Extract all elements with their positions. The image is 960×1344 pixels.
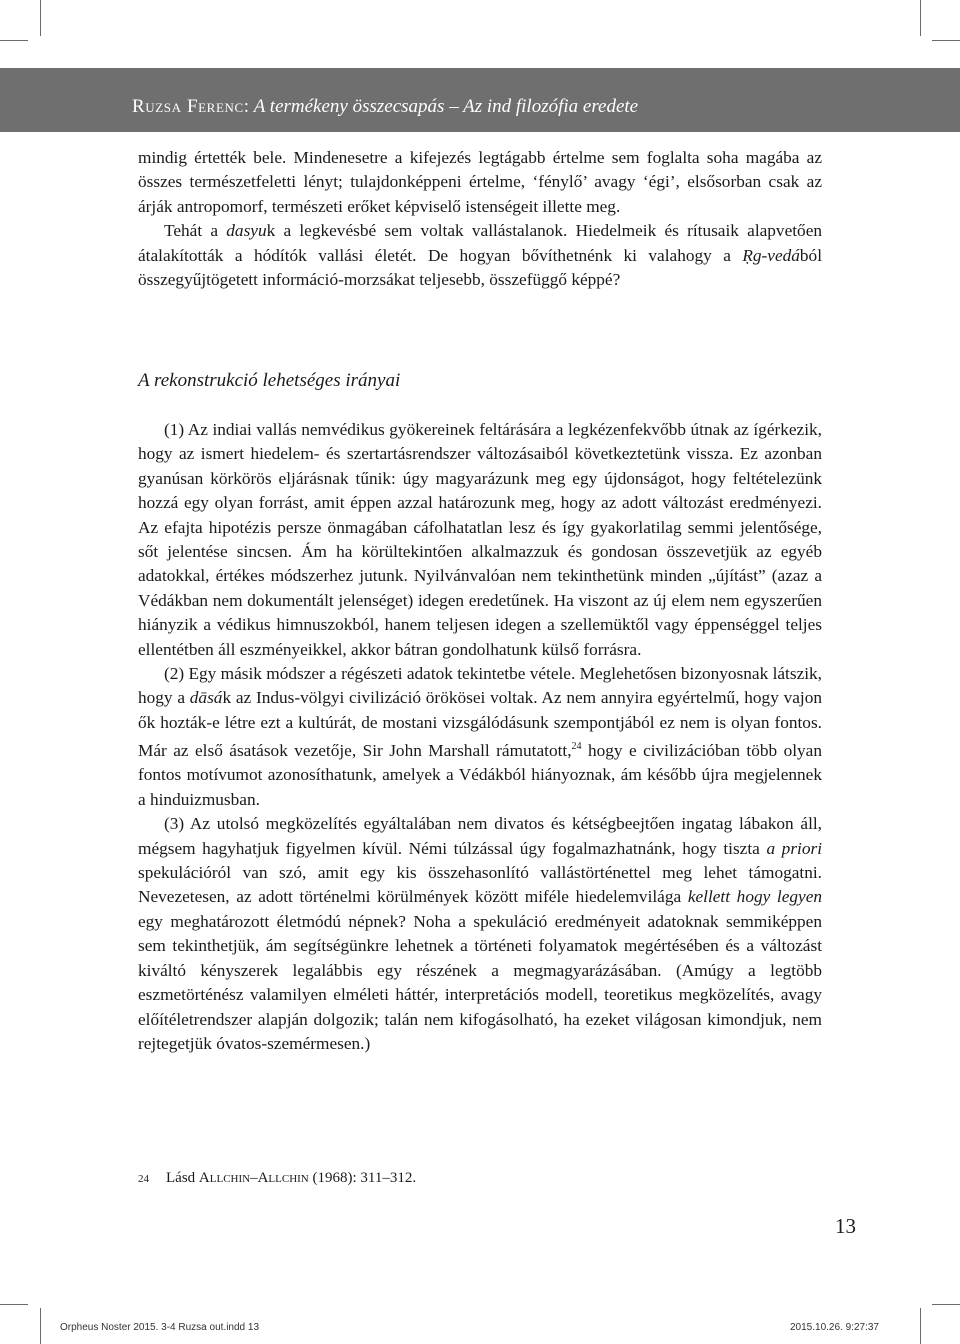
term-kellett-hogy-legyen: kellett hogy legyen [687,887,823,907]
text-run: spekulációról van szó, amit egy kis összehasonlító vallástörténettel meg lehet támogatni. Nevezetesen, az adott történelmi körülmények között miféle hiedelemvilága [138,863,822,907]
crop-mark [920,1308,921,1344]
term-a-priori: a priori [766,838,823,858]
body-text [138,418,822,1056]
text-run: Tehát a [164,221,227,241]
running-head-separator: : [243,96,254,117]
text-run: hogy e civilizációban több olyan fontos motívumot azonosíthatunk, amelyek a Védákból hiányoznak, ám később újra megjelennek a hinduizmusban. [138,741,822,809]
crop-mark [0,1304,28,1305]
running-head-author: Ruzsa Ferenc [132,96,244,117]
text-run: ból összegyűjtögetett információ-morzsákat teljesebb, összefüggő képpé? [138,245,822,290]
page-number: 13 [835,1214,856,1238]
body-paragraph-3 [138,812,822,1056]
text-run: (3) Az utolsó megközelítés egyáltalában nem divatos és kétségbeejtően ingatag lábakon áll, mégsem hagyhatjuk figyelmen kívül. Némi túlzással úgy fogalmazhatnánk, hogy tiszta [138,814,822,858]
text-run: egy meghatározott életmódú népnek? Noha a spekuláció eredményeit adatoknak semmiképpen sem tekinthetjük, ám segítségünkre lehetnek a történeti folyamatok megértésében és a változást kiváltó kényszerek legalábbis egy részének a megmagyarázásában. (Amúgy a legtöbb eszmetörténész valamilyen elméleti háttér, interpretációs modell, teoretikus megközelítés, avagy előítéletrendszer alapján dolgozik; talán nem kifogásolható, ha ezeket világosan kimondjuk, nem rejtegetjük óvatos-szemérmesen.) [138,911,822,1053]
crop-mark [0,40,28,41]
crop-mark [40,0,41,36]
body-paragraph-2 [138,662,822,812]
crop-mark [932,40,960,41]
section-title: A rekonstrukció lehetséges irányai [138,370,401,391]
footnote-rest: (1968): 311–312. [308,1170,417,1186]
text-run: k a legkevésbé sem voltak vallástalanok. Hiedelmeik és rítusaik alapvetően átalakították a hódítók vallási életét. De hogyan bővíthetnénk ki valahogy a [138,221,823,265]
intro-text [138,146,822,292]
term-dasa: dāsá [189,688,223,708]
footnote-lead: Lásd [166,1170,199,1186]
footnote-authors: Allchin–Allchin [198,1170,309,1186]
crop-mark [920,0,921,36]
footnote-ref[interactable]: 24 [571,741,582,753]
body-paragraph-1: (1) Az indiai vallás nemvédikus gyökereinek feltárására a legkézenfekvőbb útnak az ígérkezik, hogy az ismert hiedelem- és szertartásrendszer változásaiból következtetünk vissza. Ez azonban gyanúsan körkörös eljárásnak tűnik: úgy magyarázunk meg egy újdonságot, hogy feltételezünk hozzá egy olyan forrást, amit éppen azzal határozunk meg, hogy az adott változást eredményezi. Az efajta hipotézis persze önmagában cáfolhatatlan lesz és így gyakorlatilag semmi jelentősége, sőt jelentése sincsen. Ám ha körültekintően alkalmazzuk és gondosan összevetjük az egyéb adatokkal, értékes módszerhez jutunk. Nyilvánvalóan nem tekinthetünk minden „újítást” (azaz a Védákban nem dokumentált jelenséget) idegen eredetűnek. Ha viszont az új elem nem egyszerűen hiányzik a védikus himnuszokból, hanem teljesen idegen a szellemüktől vagy éppenséggel teljes ellentétben áll eszményeikkel, akkor bátran gondolhatunk külső forrásra. [138,420,822,659]
running-head-title: A termékeny összecsapás – Az ind filozófia eredete [253,96,639,117]
term-dasyu: dasyu [226,221,267,241]
crop-mark [40,1308,41,1344]
text-run: (2) Egy másik módszer a régészeti adatok tekintetbe vétele. Meglehetősen bizonyosnak látszik, hogy a [138,664,822,708]
footnote-number: 24 [138,1173,149,1185]
intro-paragraph-2 [138,219,822,292]
crop-mark [932,1304,960,1305]
text-run: k az Indus-völgyi civilizáció örökösei voltak. Az nem annyira egyértelmű, hogy vajon ők hozták-e létre ezt a kultúrát, de mostani vizsgálódásunk szempontjából ez nem is olyan fontos. Már az első ásatások vezetője, Sir John Marshall rámutatott, [138,688,822,761]
term-rg-veda: Ṛg-vedá [742,245,800,265]
slug-file: Orpheus Noster 2015. 3-4 Ruzsa out.indd 13 [60,1322,260,1333]
running-head [132,96,638,118]
intro-paragraph-1: mindig értették bele. Mindenesetre a kifejezés legtágabb értelme sem foglalta soha magába az összes természetfeletti lényt; tulajdonképpeni értelme, ‘fénylő’ avagy ‘égi’, elsősorban csak az árják antropomorf, természeti erőket képviselő istenségeit illette meg. [138,148,822,216]
slug-date: 2015.10.26. 9:27:37 [790,1322,879,1333]
footnote [138,1170,416,1187]
